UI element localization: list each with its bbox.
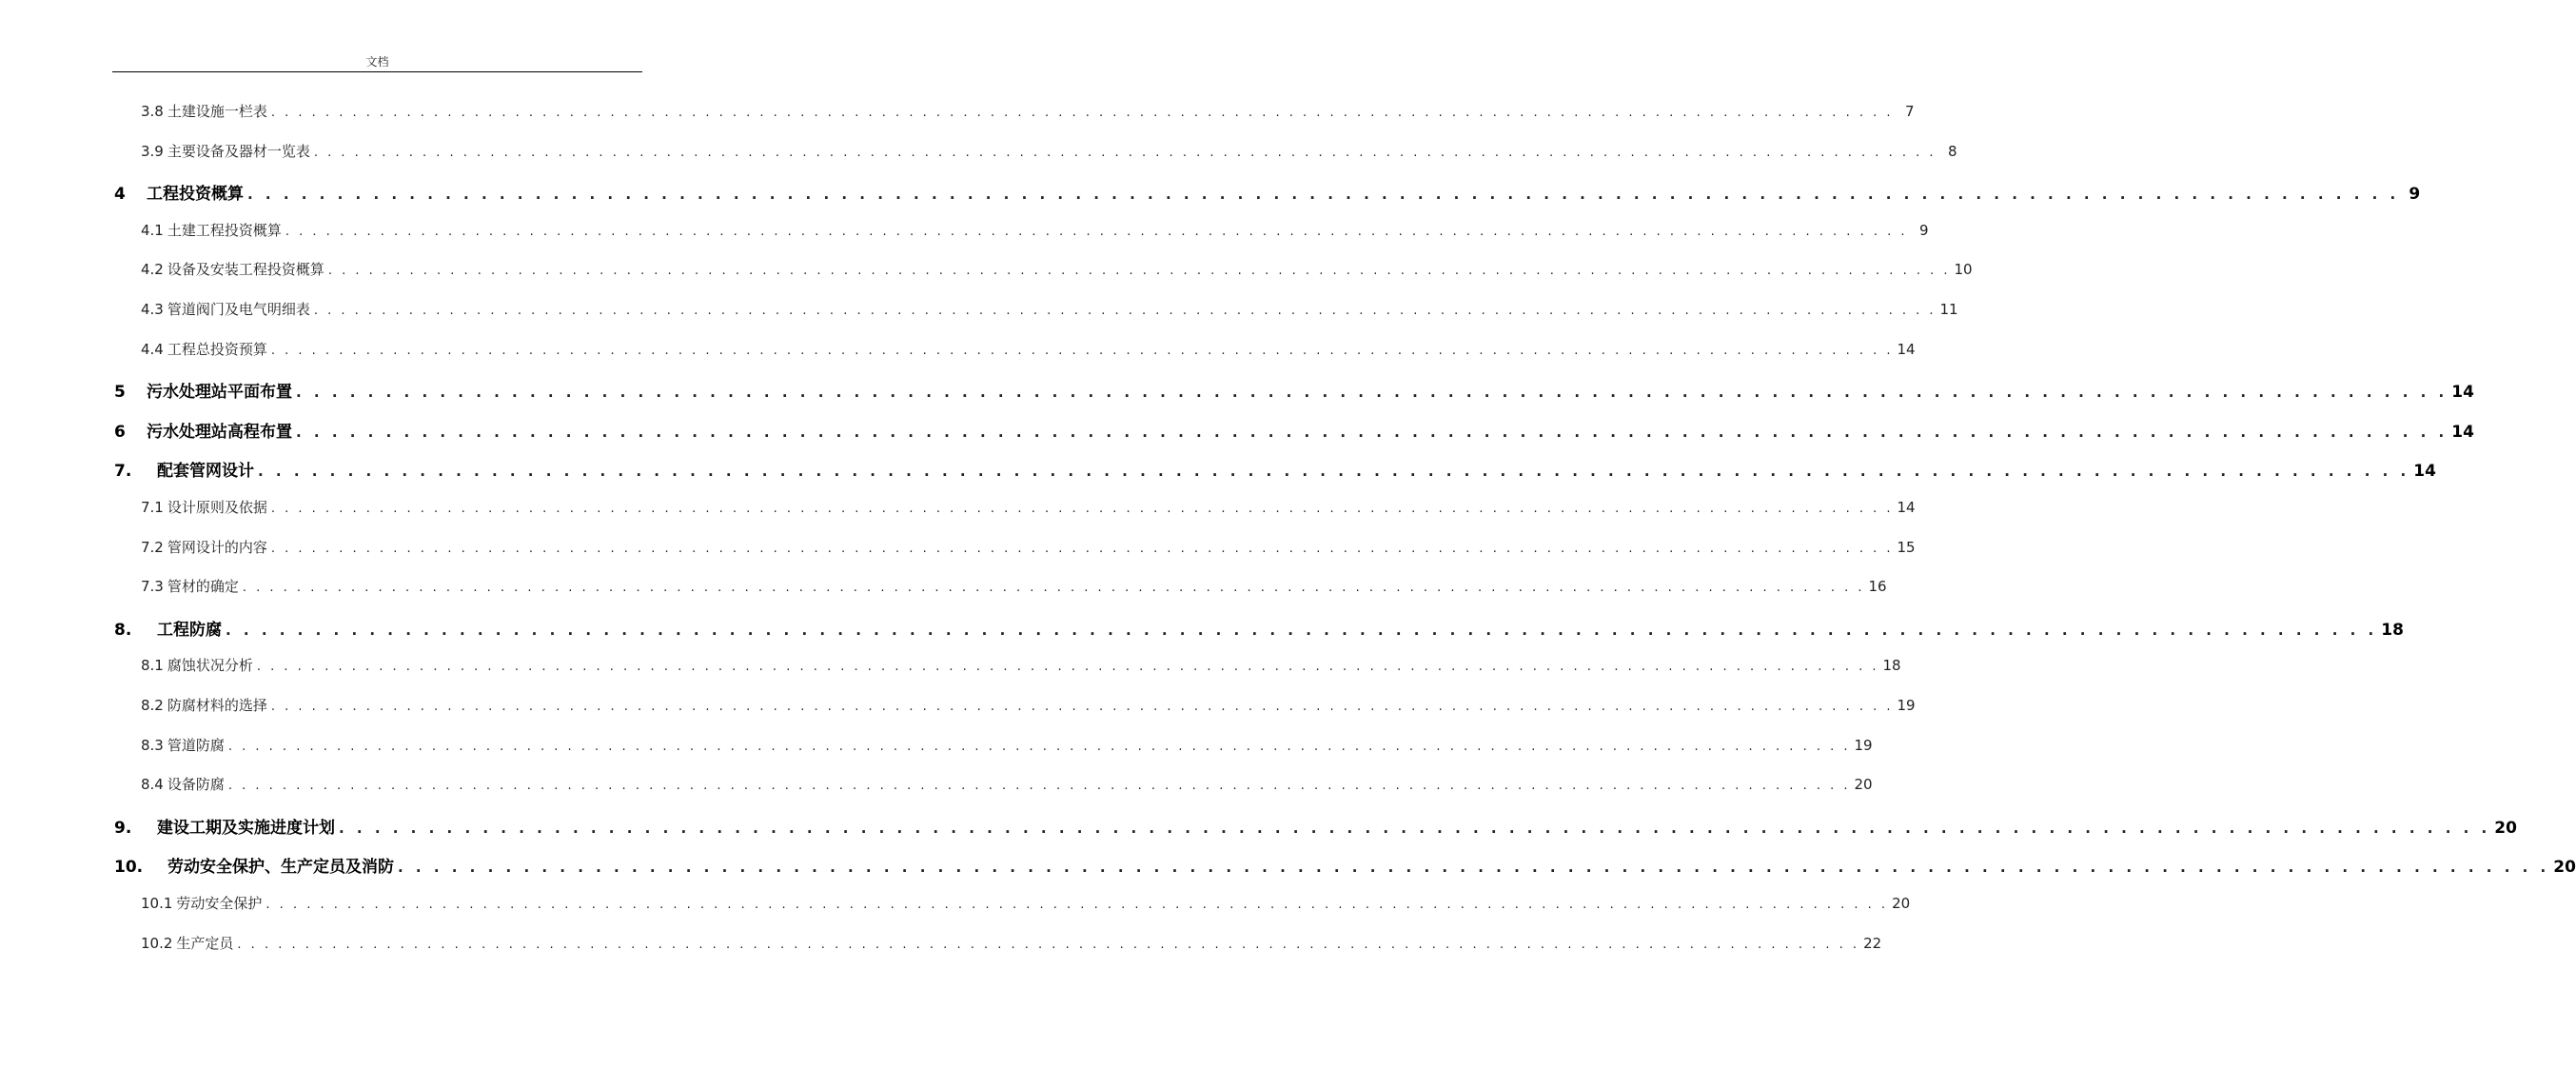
toc-entry-number: 4 <box>114 185 126 205</box>
toc-entry-title: 土建设施一栏表 <box>167 103 267 120</box>
toc-entry-title: 管道防腐 <box>167 736 225 754</box>
toc-entry[interactable] <box>141 101 1915 121</box>
toc-entry-page: 9 <box>1918 221 1929 239</box>
toc-entry-label <box>141 735 225 755</box>
toc-leader-dots: . . . . . . . . . . . . . . . . . . . . . . . . . . . . . . . . . . . . . . . . . . . . . . . . . . . . . . . . . . . . . . . . . . . . . . . . . . . . . . . . . . . . . . . . . . . . . . . . . . . . . . . . . . . . . . . . . . . . . . . . <box>242 581 1865 596</box>
toc-leader-dots: . . . . . . . . . . . . . . . . . . . . . . . . . . . . . . . . . . . . . . . . . . . . . . . . . . . . . . . . . . . . . . . . . . . . . . . . . . . . . . . . . . . . . . . . . . . . . . . . . . . . . . . . . . . . . . . . . . . . . . . . <box>327 264 1951 279</box>
toc-entry-title: 污水处理站高程布置 <box>147 422 292 442</box>
toc-entry-title: 工程总投资预算 <box>167 340 267 358</box>
toc-entry-page: 14 <box>1897 499 1916 516</box>
toc-entry-number: 3.9 <box>141 142 164 160</box>
toc-entry-title: 工程投资概算 <box>147 185 244 205</box>
toc-entry-page: 9 <box>2409 185 2421 205</box>
toc-leader-dots: . . . . . . . . . . . . . . . . . . . . . . . . . . . . . . . . . . . . . . . . . . . . . . . . . . . . . . . . . . . . . . . . . . . . . . . . . . . . . . . . . . . . . . . . . . . . . . . . . . . . . . . . . . . . . . . . . . . . . . . . <box>313 145 1937 160</box>
toc-leader-dots: . . . . . . . . . . . . . . . . . . . . . . . . . . . . . . . . . . . . . . . . . . . . . . . . . . . . . . . . . . . . . . . . . . . . . . . . . . . . . . . . . . . . . . . . . . . . . . . . . . . . . . . . . . . . . . . . . . . . . . . . <box>339 819 2491 837</box>
toc-entry-title: 配套管网设计 <box>157 462 254 482</box>
toc-entry-number: 8.2 <box>141 697 164 714</box>
toc-entry[interactable] <box>141 933 1882 953</box>
toc-entry-page: 16 <box>1868 578 1887 596</box>
toc-entry-label <box>114 853 394 877</box>
toc-entry-title: 工程防腐 <box>157 620 222 640</box>
toc-entry[interactable] <box>114 378 2474 403</box>
toc-entry-page: 18 <box>2381 620 2404 640</box>
toc-leader-dots: . . . . . . . . . . . . . . . . . . . . . . . . . . . . . . . . . . . . . . . . . . . . . . . . . . . . . . . . . . . . . . . . . . . . . . . . . . . . . . . . . . . . . . . . . . . . . . . . . . . . . . . . . . . . . . . . . . . . . . . . <box>237 937 1860 952</box>
toc-entry-number: 8.3 <box>141 736 164 754</box>
toc-entry-title: 生产定员 <box>176 934 234 952</box>
toc-leader-dots: . . . . . . . . . . . . . . . . . . . . . . . . . . . . . . . . . . . . . . . . . . . . . . . . . . . . . . . . . . . . . . . . . . . . . . . . . . . . . . . . . . . . . . . . . . . . . . . . . . . . . . . . . . . . . . . . . . . . . . . . <box>296 384 2448 402</box>
toc-entry[interactable] <box>141 259 1973 279</box>
toc-entry-title: 管材的确定 <box>167 578 239 596</box>
toc-entry[interactable] <box>141 735 1873 755</box>
toc-entry[interactable] <box>141 141 1957 161</box>
toc-entry-title: 管网设计的内容 <box>167 538 267 556</box>
toc-entry-label <box>141 339 267 359</box>
toc-entry-page: 15 <box>1897 538 1916 556</box>
toc-entry-number: 8.4 <box>141 776 164 794</box>
toc-leader-dots: . . . . . . . . . . . . . . . . . . . . . . . . . . . . . . . . . . . . . . . . . . . . . . . . . . . . . . . . . . . . . . . . . . . . . . . . . . . . . . . . . . . . . . . . . . . . . . . . . . . . . . . . . . . . . . . . . . . . . . . . <box>258 463 2410 481</box>
toc-entry-label <box>141 220 282 240</box>
toc-entry-number: 4.2 <box>141 261 164 279</box>
toc-entry-number: 9. <box>114 818 132 838</box>
toc-entry-title: 劳动安全保护、生产定员及消防 <box>167 858 394 878</box>
toc-entry[interactable] <box>141 695 1916 715</box>
toc-entry-label <box>141 774 225 794</box>
header-rule <box>112 71 642 72</box>
toc-entry-page: 20 <box>1892 895 1911 912</box>
toc-entry-page: 11 <box>1939 301 1958 318</box>
toc-leader-dots: . . . . . . . . . . . . . . . . . . . . . . . . . . . . . . . . . . . . . . . . . . . . . . . . . . . . . . . . . . . . . . . . . . . . . . . . . . . . . . . . . . . . . . . . . . . . . . . . . . . . . . . . . . . . . . . . . . . . . . . . <box>398 859 2550 877</box>
toc-entry[interactable] <box>114 853 2576 878</box>
page-header: 文档 <box>365 55 389 69</box>
toc-entry[interactable] <box>114 418 2474 442</box>
toc-entry[interactable] <box>141 220 1929 240</box>
toc-entry-page: 20 <box>2553 858 2576 878</box>
toc-entry-label <box>141 299 310 319</box>
toc-entry-label <box>141 655 253 675</box>
toc-entry-label <box>141 893 262 913</box>
toc-entry[interactable] <box>141 299 1958 319</box>
toc-entry-number: 8. <box>114 620 132 640</box>
toc-entry[interactable] <box>114 616 2404 640</box>
toc-entry-number: 10.2 <box>141 934 173 952</box>
toc-entry-number: 4.4 <box>141 340 164 358</box>
toc-entry-page: 22 <box>1863 934 1882 952</box>
toc-entry-number: 5 <box>114 383 126 403</box>
toc-entry-title: 污水处理站平面布置 <box>147 383 292 403</box>
toc-entry-title: 设备及安装工程投资概算 <box>167 261 324 279</box>
toc-entry-title: 设备防腐 <box>167 776 225 794</box>
toc-entry-label <box>114 418 292 442</box>
toc-leader-dots: . . . . . . . . . . . . . . . . . . . . . . . . . . . . . . . . . . . . . . . . . . . . . . . . . . . . . . . . . . . . . . . . . . . . . . . . . . . . . . . . . . . . . . . . . . . . . . . . . . . . . . . . . . . . . . . . . . . . . . . . <box>227 739 1851 754</box>
toc-leader-dots: . . . . . . . . . . . . . . . . . . . . . . . . . . . . . . . . . . . . . . . . . . . . . . . . . . . . . . . . . . . . . . . . . . . . . . . . . . . . . . . . . . . . . . . . . . . . . . . . . . . . . . . . . . . . . . . . . . . . . . . . <box>227 779 1851 794</box>
toc-entry-label <box>114 180 244 204</box>
toc-entry-number: 7. <box>114 462 132 482</box>
toc-entry-title: 腐蚀状况分析 <box>167 657 253 675</box>
toc-entry-page: 19 <box>1854 736 1873 754</box>
toc-entry-page: 20 <box>2494 818 2517 838</box>
toc-entry-title: 主要设备及器材一览表 <box>167 142 310 160</box>
toc-entry-label <box>114 616 222 640</box>
toc-entry-number: 7.3 <box>141 578 164 596</box>
toc-entry-label <box>141 576 239 596</box>
toc-leader-dots: . . . . . . . . . . . . . . . . . . . . . . . . . . . . . . . . . . . . . . . . . . . . . . . . . . . . . . . . . . . . . . . . . . . . . . . . . . . . . . . . . . . . . . . . . . . . . . . . . . . . . . . . . . . . . . . . . . . . . . . . <box>265 898 1889 912</box>
toc-leader-dots: . . . . . . . . . . . . . . . . . . . . . . . . . . . . . . . . . . . . . . . . . . . . . . . . . . . . . . . . . . . . . . . . . . . . . . . . . . . . . . . . . . . . . . . . . . . . . . . . . . . . . . . . . . . . . . . . . . . . . . . . <box>270 541 1894 556</box>
toc-entry-label <box>141 695 267 715</box>
toc-entry-page: 14 <box>1897 340 1916 358</box>
toc-entry[interactable] <box>114 814 2517 838</box>
toc-entry[interactable] <box>114 457 2436 482</box>
toc-entry-page: 18 <box>1882 657 1901 675</box>
toc-entry-label <box>114 378 292 402</box>
toc-leader-dots: . . . . . . . . . . . . . . . . . . . . . . . . . . . . . . . . . . . . . . . . . . . . . . . . . . . . . . . . . . . . . . . . . . . . . . . . . . . . . . . . . . . . . . . . . . . . . . . . . . . . . . . . . . . . . . . . . . . . . . . . <box>285 224 1908 239</box>
toc-entry-number: 6 <box>114 422 126 442</box>
toc-entry-label <box>141 497 267 517</box>
toc-leader-dots: . . . . . . . . . . . . . . . . . . . . . . . . . . . . . . . . . . . . . . . . . . . . . . . . . . . . . . . . . . . . . . . . . . . . . . . . . . . . . . . . . . . . . . . . . . . . . . . . . . . . . . . . . . . . . . . . . . . . . . . . <box>270 502 1894 516</box>
toc-entry[interactable] <box>114 180 2421 205</box>
toc-leader-dots: . . . . . . . . . . . . . . . . . . . . . . . . . . . . . . . . . . . . . . . . . . . . . . . . . . . . . . . . . . . . . . . . . . . . . . . . . . . . . . . . . . . . . . . . . . . . . . . . . . . . . . . . . . . . . . . . . . . . . . . . <box>296 423 2448 441</box>
toc-entry-title: 防腐材料的选择 <box>167 697 267 714</box>
toc-entry[interactable] <box>141 893 1911 913</box>
toc-entry-number: 4.1 <box>141 221 164 239</box>
toc-entry-title: 设计原则及依据 <box>167 499 267 516</box>
toc-leader-dots: . . . . . . . . . . . . . . . . . . . . . . . . . . . . . . . . . . . . . . . . . . . . . . . . . . . . . . . . . . . . . . . . . . . . . . . . . . . . . . . . . . . . . . . . . . . . . . . . . . . . . . . . . . . . . . . . . . . . . . . . <box>247 186 2400 204</box>
toc-leader-dots: . . . . . . . . . . . . . . . . . . . . . . . . . . . . . . . . . . . . . . . . . . . . . . . . . . . . . . . . . . . . . . . . . . . . . . . . . . . . . . . . . . . . . . . . . . . . . . . . . . . . . . . . . . . . . . . . . . . . . . . . <box>313 304 1937 318</box>
toc-entry[interactable] <box>141 537 1916 557</box>
toc-entry[interactable] <box>141 655 1901 675</box>
toc-entry-number: 7.1 <box>141 499 164 516</box>
toc-entry-number: 7.2 <box>141 538 164 556</box>
toc-entry-page: 14 <box>2451 383 2474 403</box>
toc-entry-label <box>114 814 335 838</box>
toc-entry[interactable] <box>141 774 1873 794</box>
toc-entry-page: 20 <box>1854 776 1873 794</box>
toc-entry-title: 建设工期及实施进度计划 <box>157 818 335 838</box>
toc-entry[interactable] <box>141 497 1916 517</box>
toc-entry-number: 10. <box>114 858 144 878</box>
toc-entry-page: 8 <box>1947 142 1957 160</box>
toc-entry[interactable] <box>141 339 1916 359</box>
toc-entry-page: 14 <box>2451 422 2474 442</box>
toc-entry-number: 10.1 <box>141 895 173 912</box>
toc-entry-title: 管道阀门及电气明细表 <box>167 301 310 318</box>
toc-entry-label <box>114 457 254 481</box>
toc-entry-label <box>141 101 267 121</box>
toc-entry-page: 7 <box>1904 103 1915 120</box>
toc-entry-label <box>141 141 310 161</box>
toc-entry-title: 劳动安全保护 <box>176 895 263 912</box>
toc-leader-dots: . . . . . . . . . . . . . . . . . . . . . . . . . . . . . . . . . . . . . . . . . . . . . . . . . . . . . . . . . . . . . . . . . . . . . . . . . . . . . . . . . . . . . . . . . . . . . . . . . . . . . . . . . . . . . . . . . . . . . . . . <box>226 621 2378 639</box>
toc-entry[interactable] <box>141 576 1887 596</box>
toc-leader-dots: . . . . . . . . . . . . . . . . . . . . . . . . . . . . . . . . . . . . . . . . . . . . . . . . . . . . . . . . . . . . . . . . . . . . . . . . . . . . . . . . . . . . . . . . . . . . . . . . . . . . . . . . . . . . . . . . . . . . . . . . <box>270 106 1894 120</box>
toc-entry-page: 14 <box>2413 462 2436 482</box>
toc-entry-page: 19 <box>1897 697 1916 714</box>
toc-entry-number: 4.3 <box>141 301 164 318</box>
toc-entry-number: 8.1 <box>141 657 164 675</box>
toc-entry-title: 土建工程投资概算 <box>167 221 282 239</box>
toc-entry-number: 3.8 <box>141 103 164 120</box>
toc-entry-label <box>141 933 233 953</box>
toc-leader-dots: . . . . . . . . . . . . . . . . . . . . . . . . . . . . . . . . . . . . . . . . . . . . . . . . . . . . . . . . . . . . . . . . . . . . . . . . . . . . . . . . . . . . . . . . . . . . . . . . . . . . . . . . . . . . . . . . . . . . . . . . <box>270 343 1894 358</box>
toc-leader-dots: . . . . . . . . . . . . . . . . . . . . . . . . . . . . . . . . . . . . . . . . . . . . . . . . . . . . . . . . . . . . . . . . . . . . . . . . . . . . . . . . . . . . . . . . . . . . . . . . . . . . . . . . . . . . . . . . . . . . . . . . <box>256 660 1879 675</box>
toc-entry-page: 10 <box>1954 261 1973 279</box>
toc-leader-dots: . . . . . . . . . . . . . . . . . . . . . . . . . . . . . . . . . . . . . . . . . . . . . . . . . . . . . . . . . . . . . . . . . . . . . . . . . . . . . . . . . . . . . . . . . . . . . . . . . . . . . . . . . . . . . . . . . . . . . . . . <box>270 700 1894 714</box>
toc-entry-label <box>141 537 267 557</box>
toc-entry-label <box>141 259 324 279</box>
